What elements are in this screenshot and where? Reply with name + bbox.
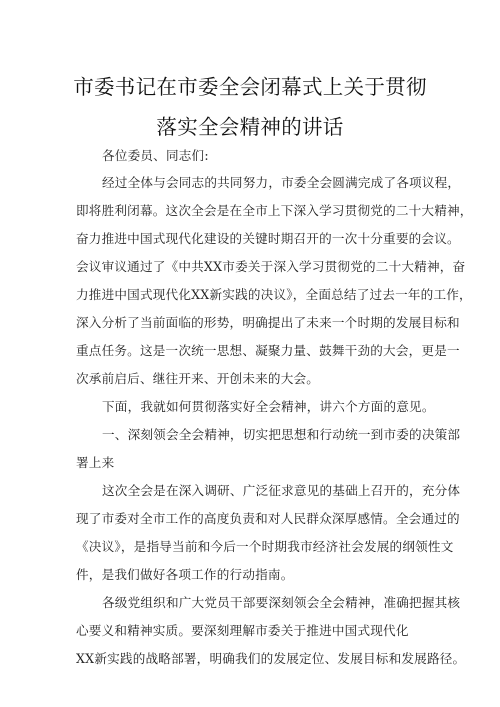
- section-heading-line: 署上来: [76, 455, 115, 470]
- paragraph-line: 经过全体与会同志的共同努力，市委全会圆满完成了各项议程，: [102, 175, 461, 190]
- paragraph-line: 深入分析了当前面临的形势，明确提出了未来一个时期的发展目标和: [76, 315, 460, 330]
- paragraph-line: 下面，我就如何贯彻落实好全会精神，讲六个方面的意见。: [102, 399, 435, 414]
- paragraph-line: 次承前启后、继往开来、开创未来的大会。: [76, 371, 320, 386]
- paragraph-line: 《决议》，是指导当前和今后一个时期我市经济社会发展的纲领性文: [76, 539, 454, 554]
- paragraph-line: 心要义和精神实质。要深刻理解市委关于推进中国式现代化: [76, 623, 409, 638]
- document-title-line-1: 市委书记在市委全会闭幕式上关于贯彻: [73, 75, 427, 99]
- paragraph-line: XX新实践的战略部署，明确我们的发展定位、发展目标和发展路径。: [76, 651, 466, 666]
- section-heading-line: 一、深刻领会全会精神，切实把思想和行动统一到市委的决策部: [102, 427, 461, 442]
- paragraph-line: 即将胜利闭幕。这次全会是在全市上下深入学习贯彻党的二十大精神，: [76, 203, 473, 218]
- paragraph-line: 件，是我们做好各项工作的行动指南。: [76, 567, 294, 582]
- paragraph-line: 会议审议通过了《中共XX市委关于深入学习贯彻党的二十大精神，奋: [76, 259, 466, 274]
- paragraph-line: 这次全会是在深入调研、广泛征求意见的基础上召开的，充分体: [102, 483, 461, 498]
- paragraph-line: 奋力推进中国式现代化建设的关键时期召开的一次十分重要的会议。: [76, 231, 460, 246]
- paragraph-line: 现了市委对全市工作的高度负责和对人民群众深厚感情。全会通过的: [76, 511, 460, 526]
- salutation: 各位委员、同志们:: [102, 148, 209, 163]
- paragraph-line: 力推进中国式现代化XX新实践的决议》，全面总结了过去一年的工作，: [76, 287, 472, 302]
- document-title-line-2: 落实全会精神的讲话: [156, 115, 344, 139]
- paragraph-line: 各级党组织和广大党员干部要深刻领会全会精神，准确把握其核: [102, 595, 461, 610]
- paragraph-line: 重点任务。这是一次统一思想、凝聚力量、鼓舞干劲的大会，更是一: [76, 343, 460, 358]
